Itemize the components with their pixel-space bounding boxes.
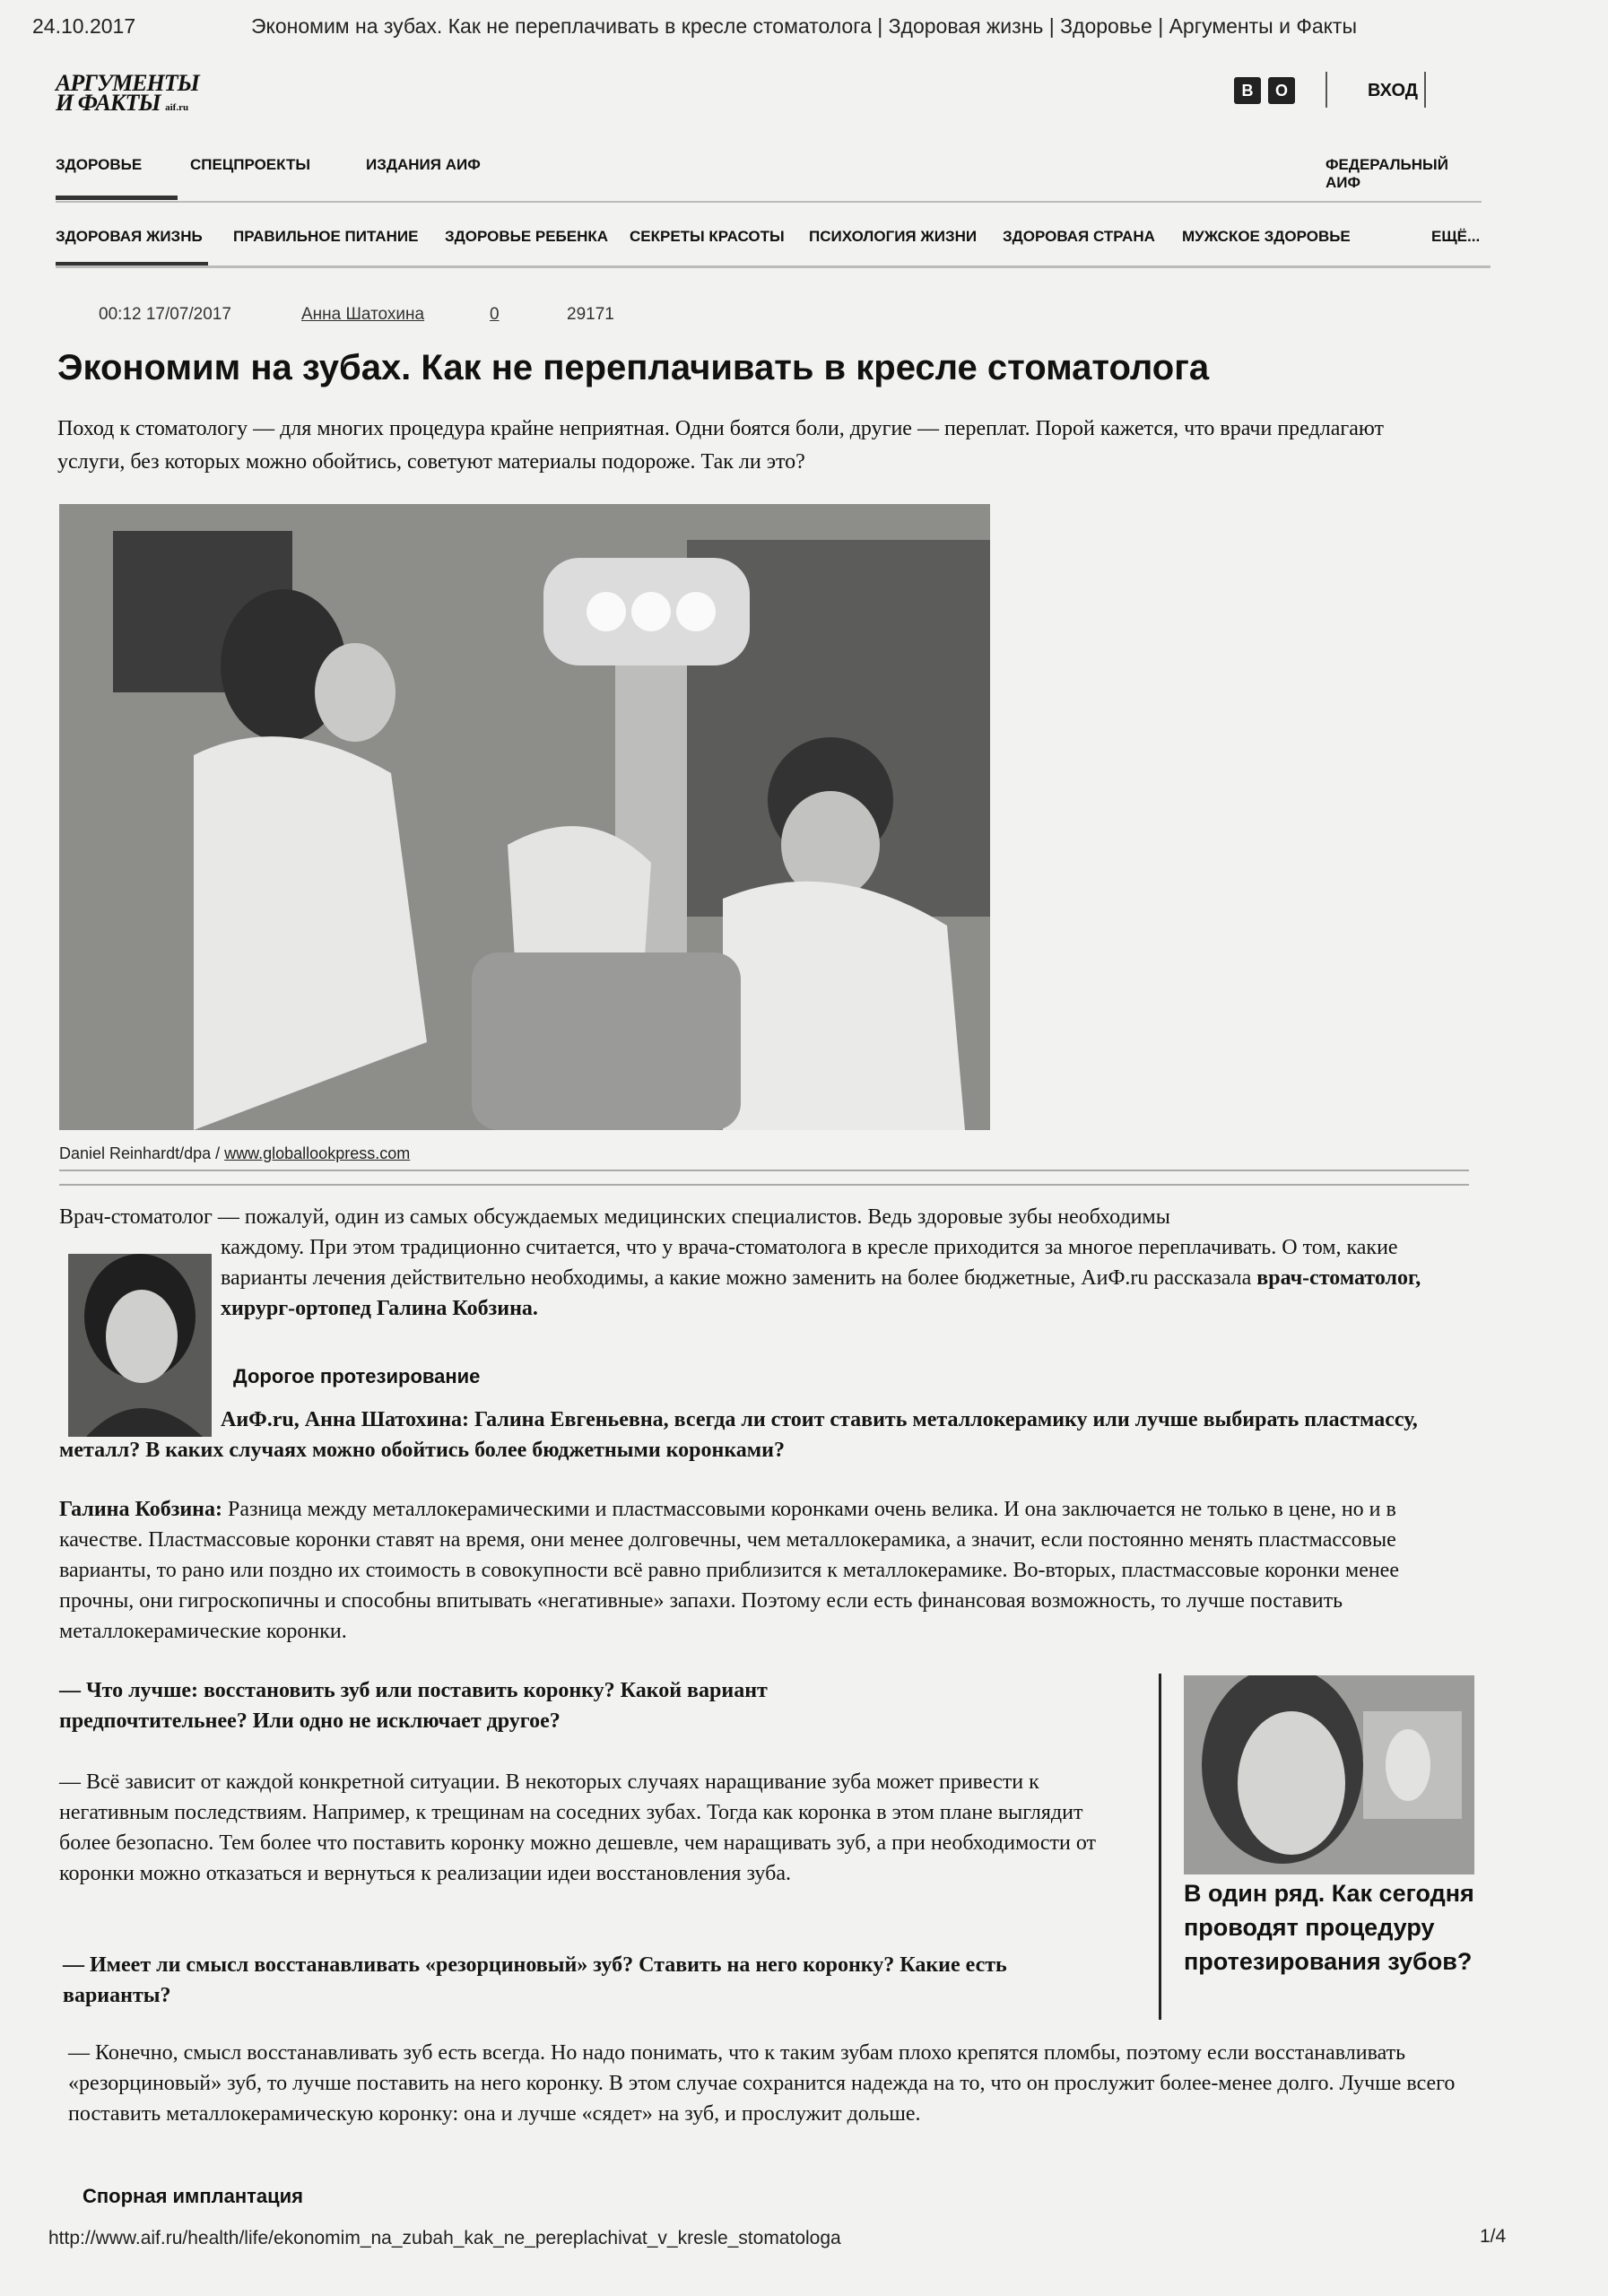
subnav-more[interactable]: ЕЩЁ... [1431,228,1481,245]
subnav-item-healthy-country[interactable]: ЗДОРОВАЯ СТРАНА [1003,228,1155,245]
subnav-item-nutrition[interactable]: ПРАВИЛЬНОЕ ПИТАНИЕ [233,228,419,245]
sidebar-divider [1159,1674,1161,2020]
paragraph-intro-first-line: Врач-стоматолог — пожалуй, один из самых обсуждаемых медицинских специалистов. Ведь здоровые зубы необходимы [59,1205,1170,1229]
subhead-prosthetics: Дорогое протезирование [233,1365,481,1387]
logo-line-1: АРГУМЕНТЫ [56,70,199,96]
subnav-item-mens-health[interactable]: МУЖСКОЕ ЗДОРОВЬЕ [1182,228,1351,245]
photo-credit: Daniel Reinhardt/dpa / [59,1144,225,1162]
article-title: Экономим на зубах. Как не переплачивать в кресле стоматолога [57,348,1210,387]
logo-line-2: И ФАКТЫ [56,90,161,116]
photo-caption [59,1144,410,1163]
paragraph-intro [221,1232,1458,1324]
divider [59,1184,1469,1186]
photo-credit-link[interactable]: www.globallookpress.com [224,1144,411,1162]
question-1 [59,1405,1458,1465]
header-divider [1326,72,1327,108]
print-page-number: 1/4 [1480,2226,1507,2247]
answer-1-text: Разница между металлокерамическими и пластмассовыми коронками очень велика. И она заключается не только в цене, но и в качестве. Пластмассовые коронки ставят на время, они менее долговечны, чем металлокерамика, а значит, если постоянно менять пластмассовые варианты, то рано или поздно их стоимость в совокупности всё равно приблизится к металлокерамике. Во-вторых, пластмассовые коронки менее прочны, они гигроскопичны и способны впитывать «негативные» запахи. Поэтому если есть финансовая возможность, то лучше поставить металлокерамические коронки. [59,1498,1399,1643]
question-2: — Что лучше: восстановить зуб или поставить коронку? Какой вариант предпочтительнее? Или одно не исключает другое? [59,1679,768,1733]
nav-item-health[interactable]: ЗДОРОВЬЕ [56,156,143,173]
sub-nav [56,215,1491,268]
site-logo[interactable] [56,70,208,117]
vk-icon[interactable]: В [1234,77,1261,104]
login-link[interactable]: ВХОД [1368,81,1419,100]
subnav-item-healthy-life[interactable]: ЗДОРОВАЯ ЖИЗНЬ [56,228,203,245]
dentists-photo [59,504,990,1130]
paragraph-intro-text: каждому. При этом традиционно считается, что у врача-стоматолога в кресле приходится за многое переплачивать. О том, какие варианты лечения действительно необходимы, а какие можно заменить на более бюджетные, АиФ.ru рассказала [221,1236,1398,1290]
active-nav-indicator [56,196,178,200]
subnav-item-child-health[interactable]: ЗДОРОВЬЕ РЕБЕНКА [445,228,609,245]
print-footer-url: http://www.aif.ru/health/life/ekonomim_na_zubah_kak_ne_pereplachivat_v_kresle_stomatologa [48,2228,841,2248]
answer-1 [59,1494,1458,1647]
logo-domain: aif.ru [165,102,189,113]
comments-count[interactable]: 0 [490,305,500,324]
nav-item-special-projects[interactable]: СПЕЦПРОЕКТЫ [190,156,310,173]
article-datetime: 00:12 17/07/2017 [99,305,231,324]
article-author[interactable]: Анна Шатохина [301,305,425,324]
expert-name: врач-стоматолог, хирург-ортопед Галина Кобзина. [221,1266,1421,1320]
active-subnav-indicator [56,262,208,265]
divider [59,1170,1469,1171]
print-page-title: Экономим на зубах. Как не переплачивать в кресле стоматолога | Здоровая жизнь | Здоровье | Аргументы и Факты [251,14,1357,38]
header-divider [1424,72,1426,108]
ok-icon[interactable]: О [1268,77,1295,104]
main-nav [56,151,1482,203]
nav-item-federal-aif[interactable]: ФЕДЕРАЛЬНЫЙ АИФ [1326,156,1448,191]
sidebar-photo[interactable] [1184,1675,1474,1874]
answer-3: — Конечно, смысл восстанавливать зуб есть всегда. Но надо понимать, что к таким зубам плохо крепятся пломбы, поэтому если восстанавливать «резорциновый» зуб, то лучше поставить на него коронку. В этом случае сохранится надежда на то, что он прослужит более-менее долго. Лучше всего поставить металлокерамическую коронку: она и лучше «сядет» на зуб, и прослужит дольше. [68,2041,1456,2126]
subnav-item-psychology[interactable]: ПСИХОЛОГИЯ ЖИЗНИ [809,228,978,245]
sidebar-article-link[interactable]: В один ряд. Как сегодня проводят процедуру протезирования зубов? [1184,1880,1474,1975]
article-lead: Поход к стоматологу — для многих процедура крайне неприятная. Одни боятся боли, другие — переплат. Порой кажется, что врачи предлагают услуги, без которых можно обойтись, советуют материалы подороже. Так ли это? [57,417,1384,474]
subnav-item-beauty[interactable]: СЕКРЕТЫ КРАСОТЫ [630,228,785,245]
subhead-implantation: Спорная имплантация [83,2185,304,2207]
nav-item-aif-editions[interactable]: ИЗДАНИЯ АИФ [366,156,481,173]
question-3: — Имеет ли смысл восстанавливать «резорциновый» зуб? Ставить на него коронку? Какие есть варианты? [63,1953,1007,2007]
answer-2: — Всё зависит от каждой конкретной ситуации. В некоторых случаях наращивание зуба может привести к негативным последствиям. Например, к трещинам на соседних зубах. Тогда как коронка в этом плане выглядит более безопасно. Тем более что поставить коронку можно дешевле, чем наращивать зуб, а при необходимости от коронки можно отказаться и вернуться к реализации идеи восстановления зуба. [59,1770,1097,1885]
views-count: 29171 [567,305,614,324]
social-icons [1234,77,1295,108]
answer-1-speaker: Галина Кобзина: [59,1498,222,1521]
question-1-text: АиФ.ru, Анна Шатохина: Галина Евгеньевна, всегда ли стоит ставить металлокерамику или лучше выбирать пластмассу, металл? В каких случаях можно обойтись более бюджетными коронками? [59,1408,1418,1462]
print-date: 24.10.2017 [32,14,136,38]
print-header [32,9,1575,45]
